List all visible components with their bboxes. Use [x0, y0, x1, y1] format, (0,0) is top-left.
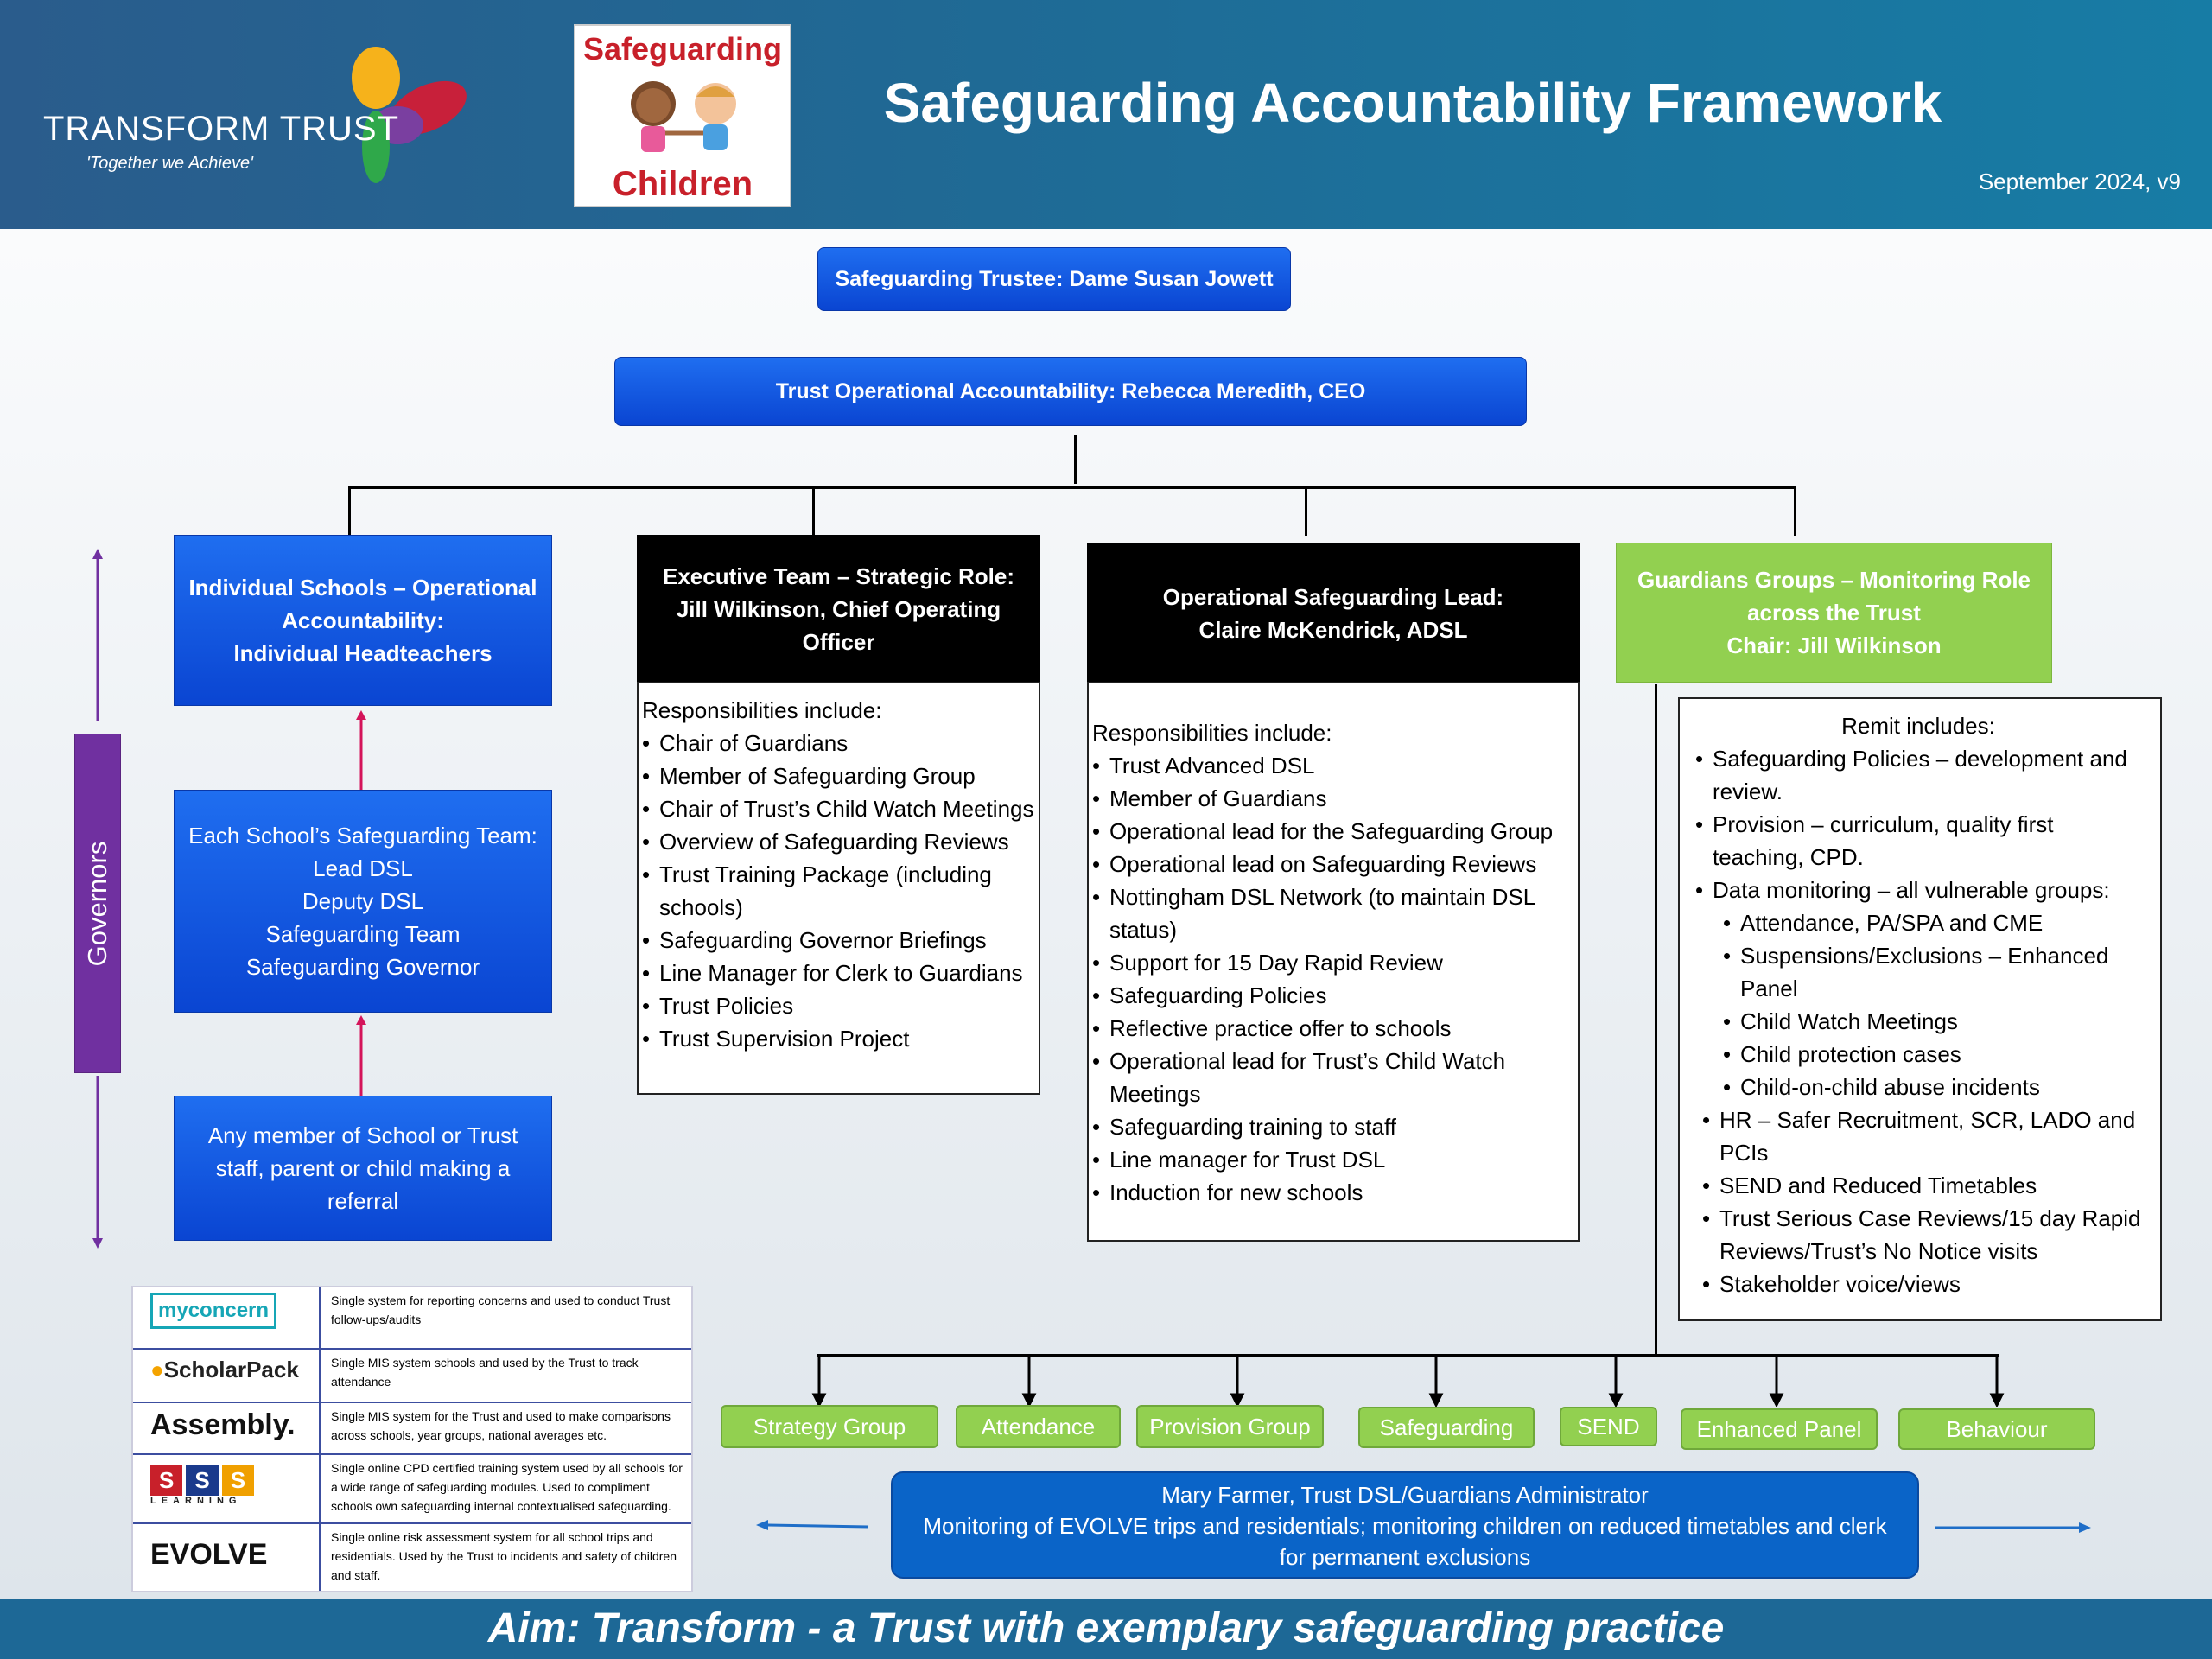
list-item-text: Reflective practice offer to schools — [1109, 1015, 1452, 1041]
list-item — [642, 924, 1035, 957]
list-item-text: Child Watch Meetings — [1740, 1008, 1958, 1034]
system-row-scholarpack — [133, 1348, 691, 1403]
list-item — [1092, 979, 1574, 1012]
individual-schools-box — [174, 535, 552, 706]
bullet-icon: • — [1092, 1179, 1101, 1205]
list-item-text: Stakeholder voice/views — [1719, 1271, 1961, 1297]
administrator-line1: Mary Farmer, Trust DSL/Guardians Administrator — [1161, 1482, 1649, 1508]
right-arrow — [1936, 1519, 2091, 1536]
guardians-down-connector — [1655, 684, 1657, 1354]
list-item-text: Operational lead for Trust’s Child Watch Meetings — [1109, 1048, 1506, 1107]
list-item — [1092, 946, 1574, 979]
operational-heading-line1: Operational Safeguarding Lead: — [1162, 583, 1504, 610]
list-item-text: Member of Safeguarding Group — [659, 763, 976, 789]
group-enhanced-panel — [1681, 1408, 1878, 1450]
bullet-icon: • — [642, 829, 651, 855]
system-row-assembly — [133, 1402, 691, 1455]
list-item-text: Operational lead for the Safeguarding Group — [1109, 818, 1554, 844]
list-item — [1092, 1012, 1574, 1045]
list-item — [1687, 742, 2150, 808]
list-item-text: Trust Serious Case Reviews/15 day Rapid Reviews/Trust’s No Notice visits — [1719, 1205, 2141, 1264]
group-provision — [1136, 1405, 1324, 1448]
list-item — [1687, 906, 2150, 939]
evolve-name: EVOLVE — [150, 1538, 268, 1571]
sss-desc: Single online CPD certified training system used by all schools for a wide range of safeguarding modules. Used to compliment schools own safeguarding internal contextualised safeguarding. — [331, 1461, 683, 1513]
list-item-text: Safeguarding training to staff — [1109, 1114, 1396, 1140]
myconcern-desc: Single system for reporting concerns and used to conduct Trust follow-ups/audits — [331, 1294, 671, 1326]
list-item-text: Chair of Guardians — [659, 730, 849, 756]
bullet-icon: • — [642, 927, 651, 953]
list-item — [1092, 1143, 1574, 1176]
referral-box — [174, 1096, 552, 1241]
bullet-icon: • — [642, 763, 651, 789]
up-arrow-referral-to-team — [354, 1015, 368, 1097]
group-send — [1560, 1407, 1657, 1446]
bullet-icon: • — [1695, 877, 1704, 903]
list-item-text: SEND and Reduced Timetables — [1719, 1173, 2037, 1198]
administrator-line2: Monitoring of EVOLVE trips and residentials; monitoring children on reduced timetables and clerk for permanent exclusions — [923, 1513, 1887, 1570]
ceo-label: Trust Operational Accountability: Rebecca Meredith, CEO — [775, 378, 1366, 404]
evolve-logo-icon — [150, 1538, 306, 1572]
list-item-text: Line Manager for Clerk to Guardians — [659, 960, 1023, 986]
list-item — [1092, 1110, 1574, 1143]
list-item-text: Trust Training Package (including schools) — [659, 861, 992, 920]
group-attendance — [956, 1405, 1121, 1448]
executive-list — [642, 727, 1035, 1055]
list-item — [1687, 1202, 2150, 1268]
logo-name: TRANSFORM TRUST — [43, 110, 400, 148]
bullet-icon: • — [1092, 785, 1101, 811]
list-item-text: Member of Guardians — [1109, 785, 1327, 811]
group-behaviour — [1898, 1408, 2095, 1450]
page-title: Safeguarding Accountability Framework — [883, 72, 1942, 134]
system-row-myconcern — [133, 1287, 691, 1348]
list-item — [642, 727, 1035, 760]
bullet-icon: • — [1702, 1173, 1711, 1198]
list-item-text: Provision – curriculum, quality first teaching, CPD. — [1713, 811, 2054, 870]
system-row-evolve — [133, 1522, 691, 1593]
group-label: SEND — [1577, 1413, 1640, 1440]
branch-guardians — [1794, 486, 1796, 536]
list-item-text: HR – Safer Recruitment, SCR, LADO and PCIs — [1719, 1107, 2136, 1166]
team-line-4: Safeguarding Team — [265, 921, 461, 947]
branch-horizontal-connector — [348, 486, 1796, 489]
list-item-text: Trust Advanced DSL — [1109, 753, 1315, 779]
list-item — [642, 1022, 1035, 1055]
up-arrow-team-to-schools — [354, 710, 368, 790]
branch-operational — [1305, 486, 1307, 536]
remit-title: Remit includes: — [1841, 713, 1995, 739]
list-item-text: Attendance, PA/SPA and CME — [1740, 910, 2044, 936]
list-item-text: Induction for new schools — [1109, 1179, 1363, 1205]
sg-logo-bottom-text: Children — [612, 165, 753, 203]
bullet-icon: • — [1092, 982, 1101, 1008]
bullet-icon: • — [1092, 1114, 1101, 1140]
bullet-icon: • — [642, 993, 651, 1019]
list-item-text: Trust Policies — [659, 993, 794, 1019]
list-item — [642, 825, 1035, 858]
bullet-icon: • — [1092, 818, 1101, 844]
bullet-icon: • — [1092, 1147, 1101, 1173]
guardians-groups-heading — [1616, 543, 2052, 683]
group-label: Enhanced Panel — [1696, 1415, 1862, 1442]
bullet-icon: • — [1092, 950, 1101, 976]
governors-arrows — [86, 549, 109, 1249]
list-item-text: Child protection cases — [1740, 1041, 1961, 1067]
list-item-text: Overview of Safeguarding Reviews — [659, 829, 1009, 855]
bullet-icon: • — [642, 861, 651, 887]
version-date: September 2024, v9 — [1978, 168, 2181, 194]
schools-line1: Individual Schools – Operational Accountability: — [188, 575, 537, 633]
bullet-icon: • — [1702, 1107, 1711, 1133]
assembly-logo-icon — [150, 1408, 306, 1442]
bullet-icon: • — [1092, 851, 1101, 877]
bullet-icon: • — [1695, 746, 1704, 772]
list-item — [1092, 848, 1574, 880]
list-item — [642, 858, 1035, 924]
list-item-text: Support for 15 Day Rapid Review — [1109, 950, 1443, 976]
list-item-text: Nottingham DSL Network (to maintain DSL status) — [1109, 884, 1535, 943]
list-item-text: Chair of Trust’s Child Watch Meetings — [659, 796, 1034, 822]
list-item — [1687, 1038, 2150, 1071]
bullet-icon: • — [1092, 884, 1101, 910]
operational-lead-heading — [1087, 543, 1580, 683]
bullet-icon: • — [1723, 1041, 1732, 1067]
bullet-icon: • — [1695, 811, 1704, 837]
operational-intro: Responsibilities include: — [1092, 720, 1332, 746]
list-item — [1687, 874, 2150, 906]
list-item — [1092, 782, 1574, 815]
group-label: Strategy Group — [753, 1413, 906, 1440]
team-line-2: Lead DSL — [313, 855, 413, 881]
safeguarding-children-logo — [574, 24, 791, 207]
bullet-icon: • — [1723, 943, 1732, 969]
bullet-icon: • — [642, 960, 651, 986]
list-item — [1092, 815, 1574, 848]
list-item-text: Data monitoring – all vulnerable groups: — [1713, 877, 2110, 903]
list-item — [1092, 1176, 1574, 1209]
list-item — [1092, 1045, 1574, 1110]
operational-responsibilities-box — [1087, 682, 1580, 1242]
team-line-1: Each School’s Safeguarding Team: — [188, 823, 537, 849]
executive-responsibilities-box — [637, 682, 1040, 1095]
list-item-text: Safeguarding Policies – development and review. — [1713, 746, 2127, 804]
referral-text: Any member of School or Trust staff, parent or child making a referral — [207, 1122, 518, 1214]
executive-intro: Responsibilities include: — [642, 697, 882, 723]
list-item — [642, 989, 1035, 1022]
scholarpack-name: ScholarPack — [163, 1357, 299, 1382]
ceo-box — [614, 357, 1527, 426]
trustee-label: Safeguarding Trustee: Dame Susan Jowett — [835, 266, 1274, 291]
list-item — [1687, 939, 2150, 1005]
aim-footer: Aim: Transform - a Trust with exemplary safeguarding practice — [0, 1599, 2212, 1659]
list-item — [1687, 1071, 2150, 1103]
list-item — [1092, 749, 1574, 782]
list-item — [1687, 1169, 2150, 1202]
list-item — [1687, 1103, 2150, 1169]
list-item-text: Trust Supervision Project — [659, 1026, 910, 1052]
bullet-icon: • — [1723, 1074, 1732, 1100]
scholarpack-desc: Single MIS system schools and used by the Trust to track attendance — [331, 1356, 639, 1389]
bullet-icon: • — [1092, 1048, 1101, 1074]
safeguarding-trustee-box — [817, 247, 1291, 311]
group-label: Safeguarding — [1379, 1414, 1514, 1440]
administrator-box — [891, 1471, 1919, 1579]
list-item-text: Operational lead on Safeguarding Reviews — [1109, 851, 1537, 877]
assembly-name: Assembly. — [150, 1408, 296, 1441]
branch-schools — [348, 486, 351, 536]
assembly-desc: Single MIS system for the Trust and used to make comparisons across schools, year groups, national averages etc. — [331, 1409, 671, 1442]
group-label: Attendance — [981, 1413, 1096, 1440]
governors-label: Governors — [82, 841, 112, 966]
sg-logo-top-text: Safeguarding — [582, 31, 783, 67]
list-item-text: Child-on-child abuse incidents — [1740, 1074, 2040, 1100]
group-safeguarding — [1358, 1407, 1535, 1448]
guardians-heading-line1: Guardians Groups – Monitoring Role across the Trust — [1637, 567, 2031, 626]
children-illustration-icon — [610, 71, 759, 166]
list-item — [1092, 880, 1574, 946]
bullet-icon: • — [1092, 1015, 1101, 1041]
list-item-text: Suspensions/Exclusions – Enhanced Panel — [1740, 943, 2109, 1001]
remit-list — [1687, 742, 2150, 1300]
bullet-icon: • — [642, 1026, 651, 1052]
bullet-icon: • — [1723, 910, 1732, 936]
school-safeguarding-team-box — [174, 790, 552, 1013]
bullet-icon: • — [642, 730, 651, 756]
list-item — [642, 957, 1035, 989]
list-item — [642, 760, 1035, 792]
sss-learning-logo-icon: S S S LEARNING — [150, 1465, 306, 1506]
systems-table — [131, 1286, 693, 1592]
group-label: Behaviour — [1946, 1415, 2048, 1442]
bullet-icon: • — [1702, 1271, 1711, 1297]
schools-line2: Individual Headteachers — [233, 640, 493, 666]
list-item — [642, 792, 1035, 825]
ceo-down-connector — [1074, 435, 1077, 484]
team-line-3: Deputy DSL — [302, 888, 424, 914]
team-line-5: Safeguarding Governor — [245, 954, 480, 980]
list-item-text: Line manager for Trust DSL — [1109, 1147, 1386, 1173]
group-strategy — [721, 1405, 938, 1448]
left-arrow — [756, 1516, 873, 1534]
operational-heading-line2: Claire McKendrick, ADSL — [1198, 616, 1468, 643]
list-item — [1687, 1268, 2150, 1300]
list-item-text: Safeguarding Policies — [1109, 982, 1327, 1008]
group-label: Provision Group — [1149, 1413, 1311, 1440]
executive-team-heading — [637, 535, 1040, 683]
list-item — [1687, 808, 2150, 874]
branch-executive — [812, 486, 815, 536]
bullet-icon: • — [642, 796, 651, 822]
logo-tagline: 'Together we Achieve' — [86, 154, 253, 173]
bullet-icon: • — [1723, 1008, 1732, 1034]
operational-list — [1092, 749, 1574, 1209]
myconcern-logo-icon: myconcern — [150, 1293, 306, 1343]
evolve-desc: Single online risk assessment system for all school trips and residentials. Used by the Trust to incidents and safety of children and staff. — [331, 1530, 677, 1582]
list-item-text: Safeguarding Governor Briefings — [659, 927, 987, 953]
list-item — [1687, 1005, 2150, 1038]
guardians-heading-line2: Chair: Jill Wilkinson — [1726, 632, 1942, 658]
guardians-remit-box — [1678, 697, 2162, 1321]
bullet-icon: • — [1092, 753, 1101, 779]
executive-heading-text: Executive Team – Strategic Role: Jill Wilkinson, Chief Operating Officer — [662, 563, 1014, 655]
scholarpack-logo-icon: ●ScholarPack — [150, 1357, 299, 1382]
system-row-sss — [133, 1453, 691, 1524]
bullet-icon: • — [1702, 1205, 1711, 1231]
